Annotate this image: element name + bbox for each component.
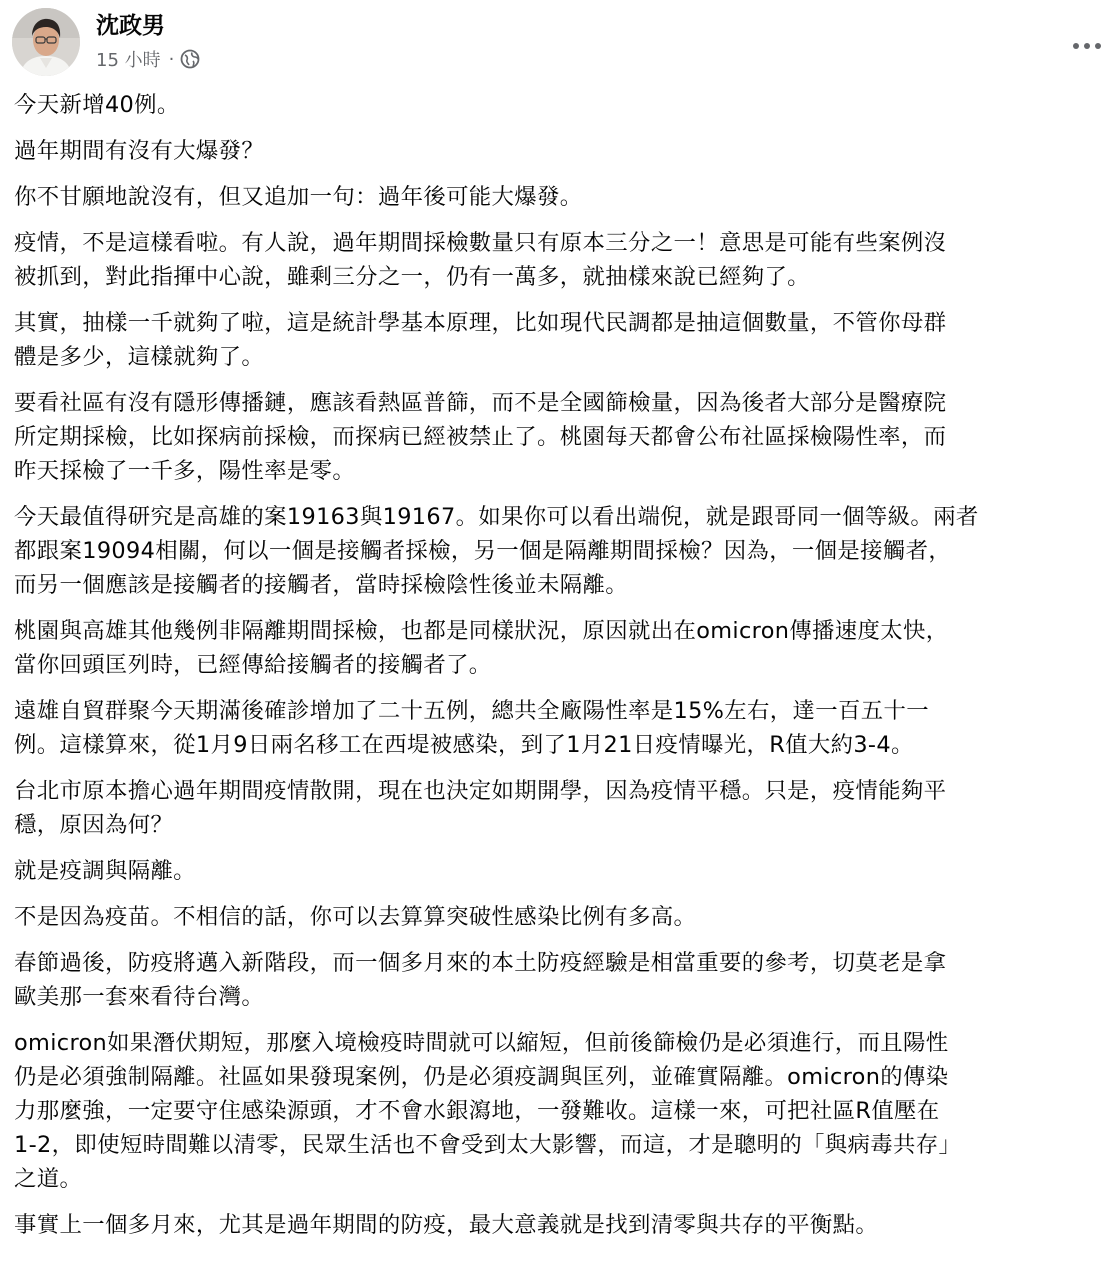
post-paragraph: 要看社區有沒有隱形傳播鏈，應該看熱區普篩，而不是全國篩檢量，因為後者大部分是醫療院 所定期採檢，比如探病前採檢，而探病已經被禁止了。桃園每天都會公布社區採檢陽性率，而 昨天採檢了一千多，陽性率是零。 <box>14 390 947 484</box>
post-paragraph: 事實上一個多月來，尤其是過年期間的防疫，最大意義就是找到清零與共存的平衡點。 <box>14 1212 879 1238</box>
author-name[interactable]: 沈政男 <box>96 13 165 39</box>
post-timestamp[interactable]: 15 小時 <box>96 50 161 71</box>
post-paragraph: 疫情，不是這樣看啦。有人說，過年期間採檢數量只有原本三分之一！意思是可能有些案例沒 被抓到，對此指揮中心說，雖剩三分之一，仍有一萬多，就抽樣來說已經夠了。 <box>14 230 947 290</box>
post-paragraph: 就是疫調與隔離。 <box>14 858 196 884</box>
post-paragraph: 你不甘願地說沒有，但又追加一句：過年後可能大爆發。 <box>14 184 583 210</box>
post-paragraph: 不是因為疫苗。不相信的話，你可以去算算突破性感染比例有多高。 <box>14 904 697 930</box>
post-paragraph: 今天最值得研究是高雄的案19163與19167。如果你可以看出端倪，就是跟哥同一個等級。兩者 都跟案19094相關，何以一個是接觸者採檢，另一個是隔離期間採檢？因為，一個是接觸者， 而另一個應該是接觸者的接觸者，當時採檢陰性後並未隔離。 <box>14 504 979 598</box>
post-paragraph: 其實，抽樣一千就夠了啦，這是統計學基本原理，比如現代民調都是抽這個數量，不管你母群 體是多少，這樣就夠了。 <box>14 310 947 370</box>
more-options-button[interactable] <box>1067 26 1107 66</box>
meta-separator: · <box>168 48 175 70</box>
post-paragraph: omicron如果潛伏期短，那麼入境檢疫時間就可以縮短，但前後篩檢仍是必須進行，而且陽性 仍是必須強制隔離。社區如果發現案例，仍是必須疫調與匡列，並確實隔離。omicron的傳染 力那麼強，一定要守住感染源頭，才不會水銀瀉地，一發難收。這樣一來，可把社區R值壓在 1-2，即使短時間難以清零，民眾生活也不會受到太大影響，而這，才是聰明的「與病毒共存」 之道。 <box>14 1030 962 1192</box>
more-options-icon <box>1072 42 1102 50</box>
post-paragraph: 桃園與高雄其他幾例非隔離期間採檢，也都是同樣狀況，原因就出在omicron傳播速度太快， 當你回頭匡列時，已經傳給接觸者的接觸者了。 <box>14 618 949 678</box>
post-paragraph: 遠雄自貿群聚今天期滿後確診增加了二十五例，總共全廠陽性率是15%左右，達一百五十一 例。這樣算來，從1月9日兩名移工在西堤被感染，到了1月21日疫情曝光，R值大約3-4。 <box>14 698 929 758</box>
post-header <box>12 8 1107 78</box>
globe-icon[interactable] <box>180 49 200 69</box>
author-avatar[interactable] <box>12 8 80 76</box>
post-meta <box>96 46 200 72</box>
post-paragraph: 春節過後，防疫將邁入新階段，而一個多月來的本土防疫經驗是相當重要的參考，切莫老是拿 歐美那一套來看待台灣。 <box>14 950 947 1010</box>
post-paragraph: 今天新增40例。 <box>14 92 180 118</box>
avatar-photo <box>12 8 80 76</box>
post-paragraph: 過年期間有沒有大爆發？ <box>14 138 265 164</box>
post-paragraph: 台北市原本擔心過年期間疫情散開，現在也決定如期開學，因為疫情平穩。只是，疫情能夠平 穩，原因為何？ <box>14 778 947 838</box>
post-body <box>14 88 1107 1254</box>
